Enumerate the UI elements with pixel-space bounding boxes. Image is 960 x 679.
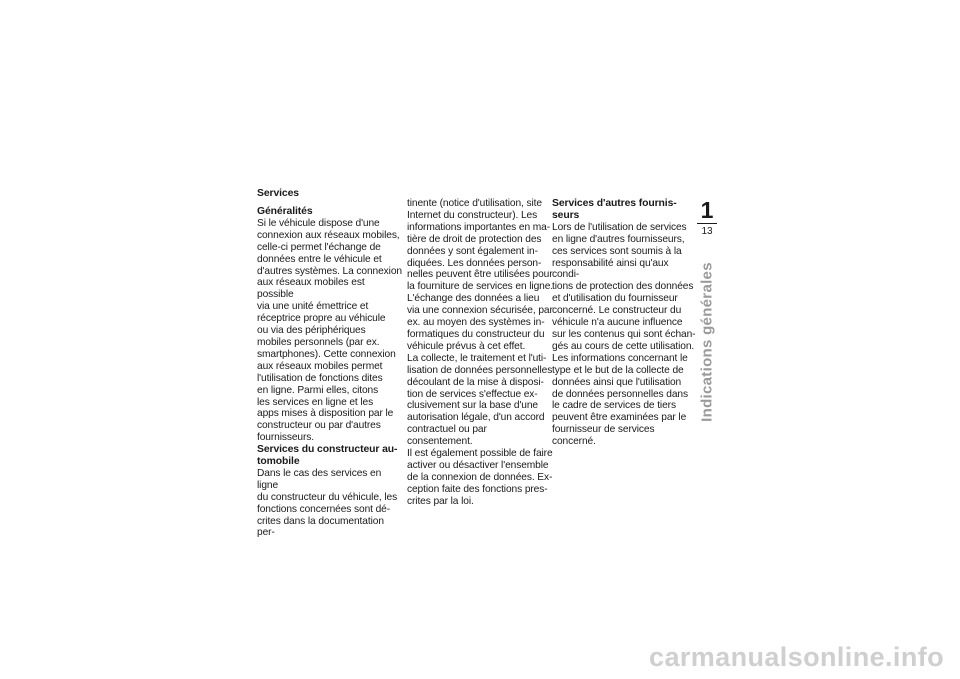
subheading-services-constructeur: Services du constructeur au- tomobile [257, 444, 398, 468]
paragraph-notice: tinente (notice d'utilisation, site Internet du constructeur). Les informations importantes en ma- tière de droit de protection des données y sont également in- diquées. Les données person- nelles peuvent être utilisées pour la fourniture de services en ligne. L'échange des données a lieu via une connexion sécurisée, par ex. au moyen des systèmes in- formatiques du constructeur du véhicule prévus à cet effet. [407, 198, 553, 352]
subheading-autres-fournisseurs: Services d'autres fournis- seurs [552, 198, 677, 221]
paragraph-collecte: La collecte, le traitement et l'uti- lisation de données personnelles découlant de la mise à disposi- tion de services s'effectue ex- clusivement sur la base d'une autorisation légale, d'un accord contractuel ou par consentement. [407, 352, 553, 448]
paragraph-informations-tiers: Les informations concernant le type et le but de la collecte de données ainsi que l'utilisation de données personnelles dans le cadre de services de tiers peuvent être examinées par le fournisseur de services concerné. [552, 352, 688, 448]
text-column-2 [407, 198, 553, 508]
paragraph-services-constructeur: Dans le cas des services en ligne du constructeur du véhicule, les fonctions concernées sont dé- crites dans la documentation per- [257, 467, 398, 539]
chapter-number: 1 [700, 197, 714, 223]
paragraph-autres-fournisseurs: Lors de l'utilisation de services en ligne d'autres fournisseurs, ces services sont soumis à la responsabilité ainsi qu'aux condi- tions de protection des données et d'utilisation du fournisseur concerné. Le constructeur du véhicule n'a aucune influence sur les contenus qui sont échan- gés au cours de cette utilisation. [552, 221, 696, 352]
chapter-title-vertical: Indications générales [698, 262, 716, 422]
chapter-marker [696, 198, 718, 238]
paragraph-activation: Il est également possible de faire activer ou désactiver l'ensemble de la connexion de données. Ex- ception faite des fonctions pres- crites par la loi. [407, 448, 553, 507]
chapter-divider [697, 223, 717, 224]
text-column-1 [257, 188, 403, 539]
subheading-generalites: Généralités [257, 206, 313, 217]
text-column-3 [552, 198, 698, 448]
paragraph-generalites: Si le véhicule dispose d'une connexion aux réseaux mobiles, celle-ci permet l'échange de données entre le véhicule et d'autres systèmes. La connexion aux réseaux mobiles est possible via une unité émettrice et réceptrice propre au véhicule ou via des périphériques mobiles personnels (par ex. smartphones). Cette connexion aux réseaux mobiles permet l'utilisation de fonctions dites en ligne. Parmi elles, citons les services en ligne et les apps mises à disposition par le constructeur ou par d'autres fournisseurs. [257, 217, 402, 444]
watermark: carmanualsonline.info [649, 642, 944, 672]
page-number: 13 [701, 226, 713, 237]
section-heading-services: Services [257, 188, 299, 199]
